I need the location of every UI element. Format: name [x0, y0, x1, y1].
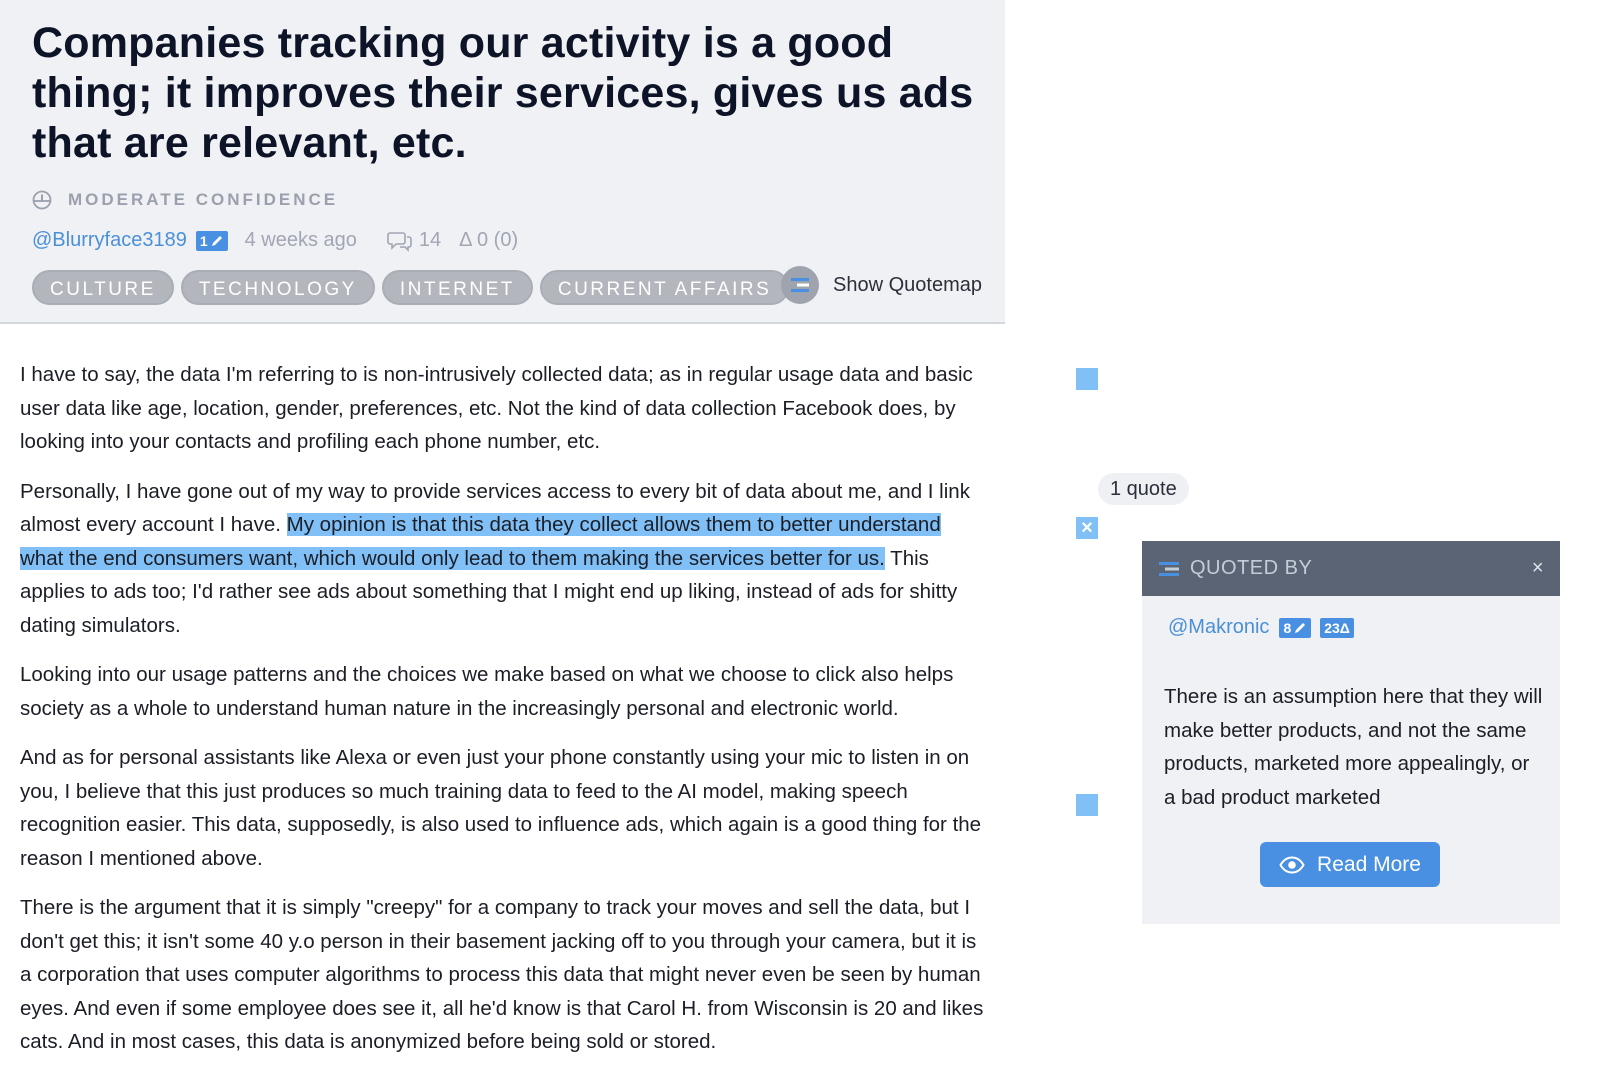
user-delta-badge: 23Δ: [1320, 618, 1354, 638]
tag-culture[interactable]: CULTURE: [32, 270, 174, 305]
pencil-icon: [210, 234, 224, 248]
panel-header: [1142, 541, 1560, 596]
paragraph-1: I have to say, the data I'm referring to is non-intrusively collected data; as in regular usage data and basic user data like age, location, gender, preferences, etc. Not the kind of data collection Facebook does, by looking into your contacts and profiling each phone number, etc.: [20, 363, 973, 453]
comments-icon: [387, 230, 413, 252]
confidence-indicator: [32, 190, 338, 210]
paragraph-2-start: Personally, I have gone out of my way to provide services access to every bit of data about me, and I link almost every account I have.: [20, 479, 970, 536]
confidence-label: MODERATE CONFIDENCE: [68, 190, 339, 209]
pencil-icon: [1293, 621, 1307, 635]
paragraph-5: There is the argument that it is simply "creepy" for a company to track your moves and sell the data, but I don't get this; it isn't some 40 y.o person in their basement jacking off to you through your camera, but it is a corporation that uses computer algorithms to process this data that might never even be seen by human eyes. And even if some employee does see it, all he'd know is that Carol H. from Wisconsin is 20 and likes cats. And in most cases, this data is anonymized before being sold or stored.: [20, 896, 984, 1053]
highlighted-quote[interactable]: My opinion is that this data they collect allows them to better understand what the end consumers want, which would only lead to them making the services better for us.: [20, 513, 941, 570]
quote-marker[interactable]: [1076, 794, 1098, 816]
paragraph-3: Looking into our usage patterns and the choices we make based on what we choose to click also helps society as a whole to understand human nature in the increasingly personal and electronic world.: [20, 663, 954, 720]
eye-icon: [1279, 856, 1305, 874]
paragraph-2: [20, 475, 985, 643]
read-more-label: Read More: [1317, 852, 1421, 876]
user-badge: [1279, 618, 1311, 638]
post-meta: [32, 229, 518, 252]
confidence-icon: [32, 190, 52, 210]
quotemap-icon: [1158, 560, 1180, 578]
paragraph-2-end: This applies to ads too; I'd rather see ads about something that I might end up liking, instead of ads for shitty dating simulators.: [20, 546, 958, 637]
post-time: 4 weeks ago: [244, 229, 357, 251]
author-badge-count: 1: [199, 232, 208, 249]
quote-count-pill[interactable]: 1 quote: [1098, 473, 1189, 505]
post-title: Companies tracking our activity is a good thing; it improves their services, gives us ads that are relevant, etc.: [32, 19, 974, 167]
tag-internet[interactable]: INTERNET: [382, 270, 533, 305]
author-badge: [196, 231, 228, 251]
quote-marker[interactable]: [1076, 368, 1098, 390]
post-body: [20, 358, 985, 1075]
paragraph-4: And as for personal assistants like Alexa or even just your phone constantly using your mic to listen in on you, I believe that this just produces so much training data to feed to the AI model, making speech recognition easier. This data, supposedly, is also used to influence ads, which again is a good thing for the reason I mentioned above.: [20, 746, 982, 870]
tag-current-affairs[interactable]: CURRENT AFFAIRS: [540, 270, 789, 305]
quoted-by-panel: [1142, 541, 1560, 924]
user-badge-count: 8: [1283, 619, 1292, 636]
tag-technology[interactable]: TECHNOLOGY: [181, 270, 375, 305]
quoting-user: [1168, 616, 1354, 639]
delta-count: Δ 0 (0): [459, 229, 519, 251]
quotemap-icon: [781, 266, 819, 304]
tag-list: [32, 270, 796, 305]
author-link[interactable]: @Blurryface3189: [32, 229, 187, 251]
comments-link[interactable]: [387, 229, 441, 252]
post-header: [0, 0, 1005, 324]
quote-reply-text: There is an assumption here that they will make better products, and not the same products, marketed more appealingly, or a bad product marketed: [1164, 685, 1543, 809]
comment-count: 14: [418, 229, 442, 251]
panel-title: QUOTED BY: [1190, 557, 1313, 579]
read-more-button[interactable]: [1260, 842, 1440, 887]
show-quotemap-button[interactable]: [781, 266, 982, 304]
quoting-user-link[interactable]: @Makronic: [1168, 616, 1270, 638]
close-icon[interactable]: ×: [1531, 557, 1544, 579]
show-quotemap-label: Show Quotemap: [833, 273, 982, 296]
quote-marker-close[interactable]: ×: [1076, 517, 1098, 539]
